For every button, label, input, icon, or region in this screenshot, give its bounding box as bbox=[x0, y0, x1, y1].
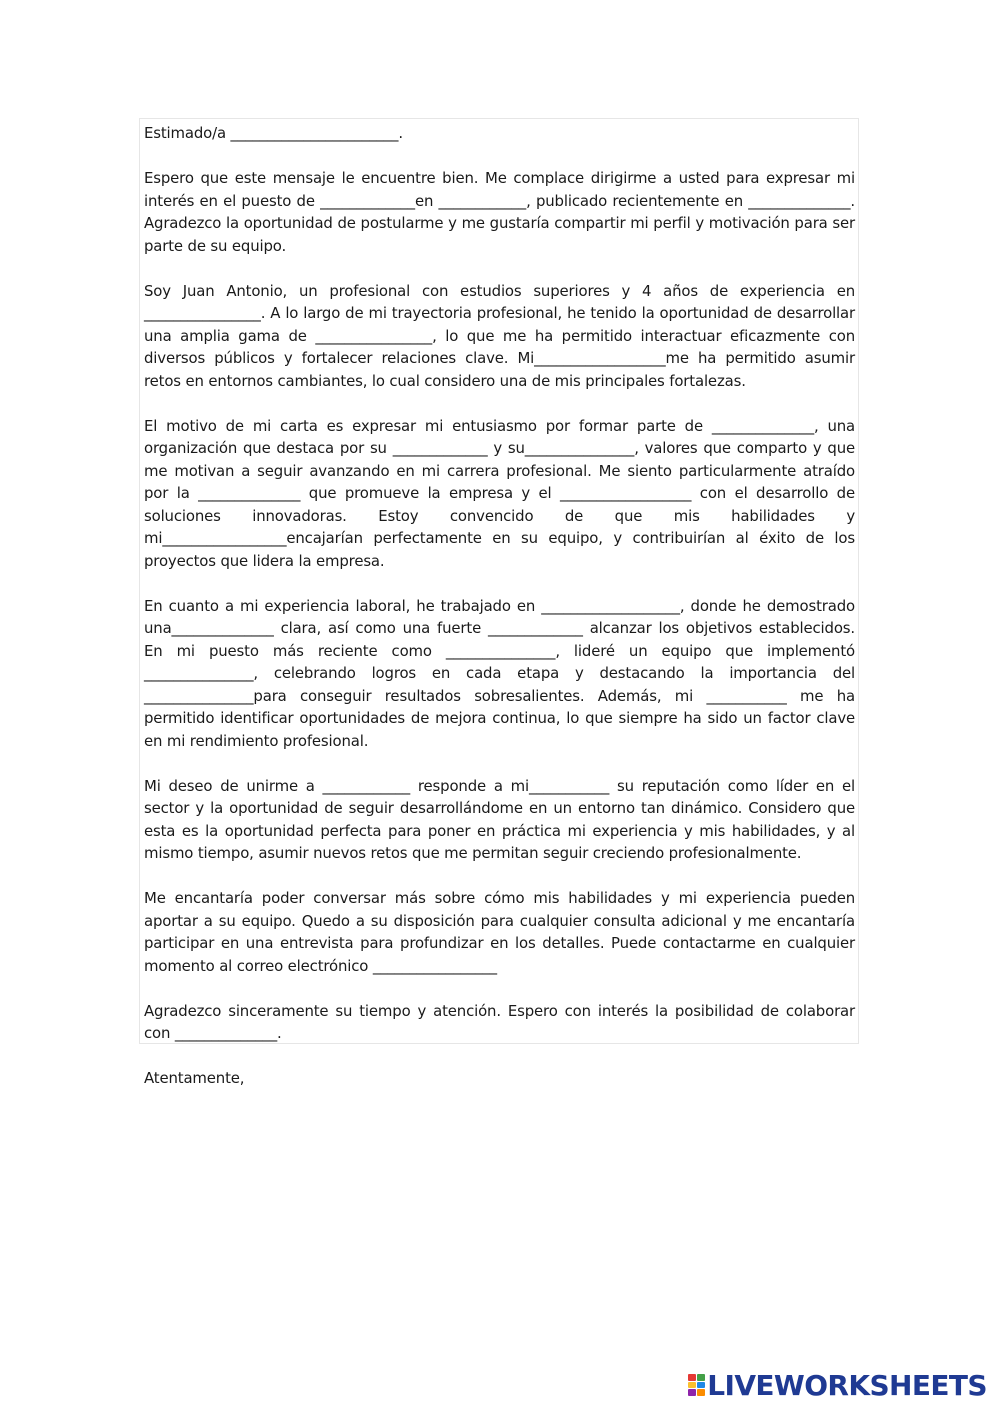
logo-tile bbox=[697, 1389, 705, 1396]
liveworksheets-logo-icon bbox=[688, 1374, 705, 1396]
logo-tile bbox=[688, 1382, 696, 1389]
letter-paragraph-profile: Soy Juan Antonio, un profesional con estudios superiores y 4 años de experiencia en ________________. A lo largo de mi trayectoria profesional, he tenido la oportunidad de desarrollar una amplia gama de ________________, lo que me ha permitido interactuar eficazmente con diversos públicos y fortalecer relaciones clave. Mi__________________me ha permitido asumir retos en entornos cambiantes, lo cual considero una de mis principales fortalezas. bbox=[144, 281, 855, 390]
letter-paragraph-contact: Me encantaría poder conversar más sobre cómo mis habilidades y mi experiencia pueden aportar a su equipo. Quedo a su disposición para cualquier consulta adicional y me encantaría participar en una entrevista para profundizar en los detalles. Puede contactarme en cualquier momento al correo electrónico _________________ bbox=[144, 889, 855, 975]
letter-paragraph-intro: Espero que este mensaje le encuentre bien. Me complace dirigirme a usted para expresar mi interés en el puesto de _____________en ____________, publicado recientemente en ______________. Agradezco la oportunidad de postularme y me gustaría compartir mi perfil y motivación para ser parte de su equipo. bbox=[144, 169, 855, 255]
letter-paragraph-motivation: El motivo de mi carta es expresar mi entusiasmo por formar parte de ______________, una organización que destaca por su _____________ y su_______________, valores que comparto y que me motivan a seguir avanzando en mi carrera profesional. Me siento particularmente atraído por la ______________ que promueve la empresa y el __________________ con el desarrollo de soluciones innovadoras. Estoy convencido de que mis habilidades y mi_________________encajarían perfectamente en su equipo, y contribuirían al éxito de los proyectos que lidera la empresa. bbox=[144, 416, 855, 570]
logo-tile bbox=[697, 1374, 705, 1381]
liveworksheets-brand[interactable] bbox=[688, 1370, 987, 1400]
logo-tile bbox=[697, 1382, 705, 1389]
logo-tile bbox=[688, 1374, 696, 1381]
letter-closing: Atentamente, bbox=[144, 1069, 245, 1087]
letter-paragraph-experience: En cuanto a mi experiencia laboral, he trabajado en ___________________, donde he demostrado una______________ clara, así como una fuerte _____________ alcanzar los objetivos establecidos. En mi puesto más reciente como _______________, lideré un equipo que implementó _______________, celebrando logros en cada etapa y destacando la importancia del _______________para conseguir resultados sobresalientes. Además, mi ___________ me ha permitido identificar oportunidades de mejora continua, lo que siempre ha sido un factor clave en mi rendimiento profesional. bbox=[144, 596, 855, 750]
letter-body bbox=[139, 118, 859, 1087]
letter-paragraph-thanks: Agradezco sinceramente su tiempo y atención. Espero con interés la posibilidad de colaborar con ______________. bbox=[144, 1001, 855, 1042]
brand-name: LIVEWORKSHEETS bbox=[707, 1368, 987, 1402]
letter-paragraph-desire: Mi deseo de unirme a ____________ responde a mi___________ su reputación como líder en el sector y la oportunidad de seguir desarrollándome en un entorno tan dinámico. Considero que esta es la oportunidad perfecta para poner en práctica mi experiencia y mis habilidades, y al mismo tiempo, asumir nuevos retos que me permitan seguir creciendo profesionalmente. bbox=[144, 776, 855, 862]
letter-greeting: Estimado/a _______________________. bbox=[144, 124, 403, 142]
logo-tile bbox=[688, 1389, 696, 1396]
